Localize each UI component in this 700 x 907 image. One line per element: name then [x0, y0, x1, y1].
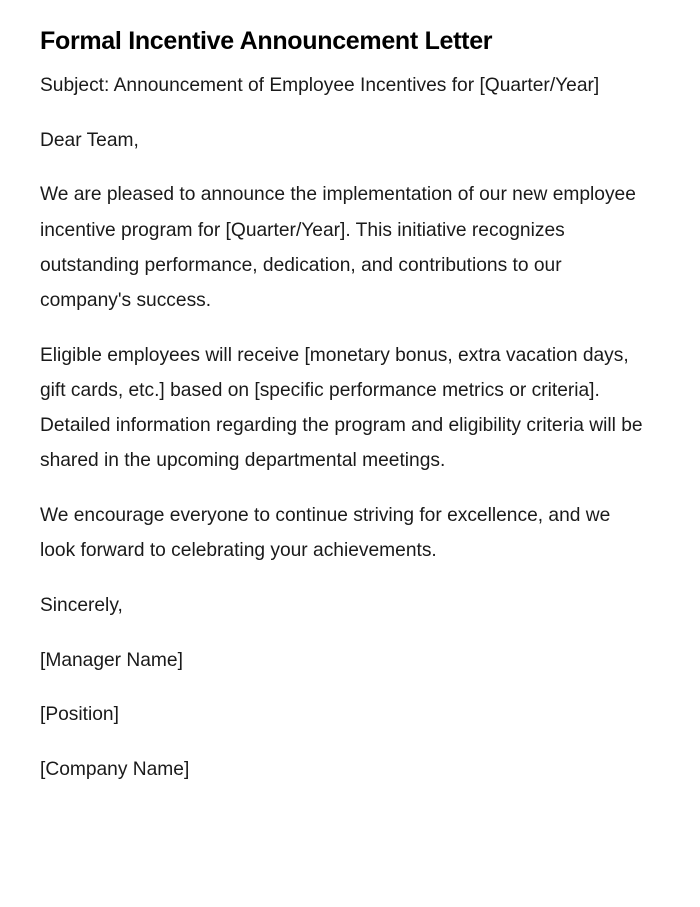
body-paragraph-details: Eligible employees will receive [monetary bonus, extra vacation days, gift cards, etc.] based on [specific performance metrics or criteria]. Detailed information regarding the program and eligibility criteria will be shared in the upcoming departmental meetings.: [40, 344, 643, 472]
signature-name: [Manager Name]: [40, 649, 183, 671]
letter: [40, 24, 650, 787]
letter-title: Formal Incentive Announcement Letter: [40, 27, 493, 55]
signature-company: [Company Name]: [40, 759, 190, 781]
greeting: Dear Team,: [40, 129, 139, 151]
subject-line: Subject: Announcement of Employee Incentives for [Quarter/Year]: [40, 75, 600, 96]
body-paragraph-encouragement: We encourage everyone to continue striving for excellence, and we look forward to celebrating your achievements.: [40, 505, 611, 562]
body-paragraph-intro: We are pleased to announce the implementation of our new employee incentive program for [Quarter/Year]. This initiative recognizes outstanding performance, dedication, and contributions to our company's success.: [40, 184, 636, 312]
closing: Sincerely,: [40, 594, 123, 616]
signature-position: [Position]: [40, 704, 119, 726]
